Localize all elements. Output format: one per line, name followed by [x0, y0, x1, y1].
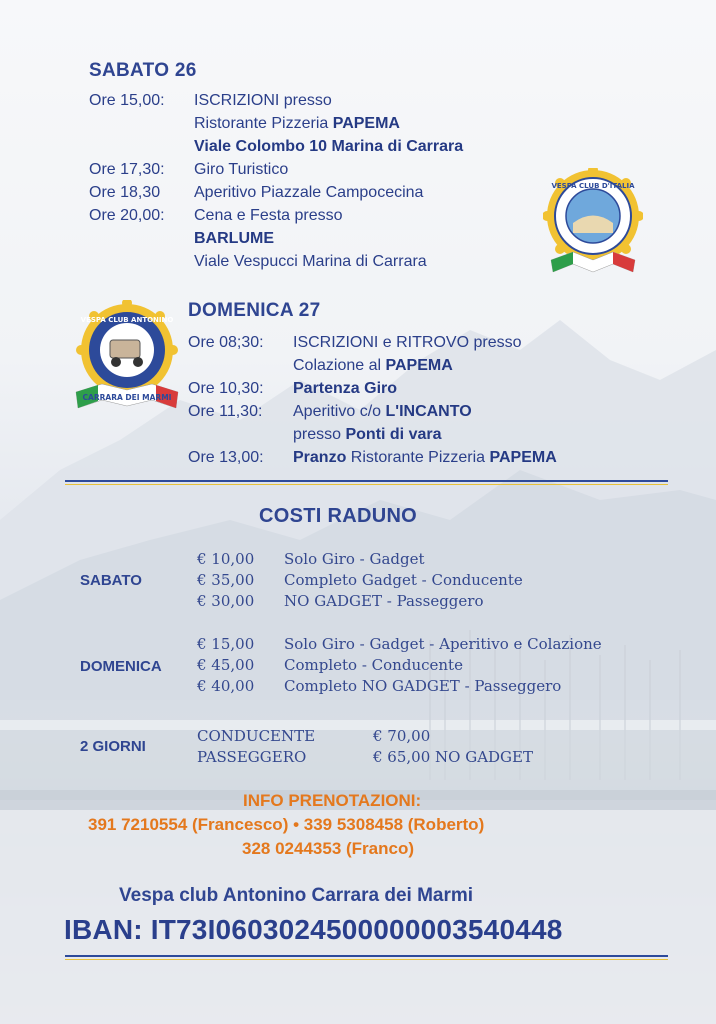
antonino-badge-text: VESPA CLUB ANTONINO: [80, 316, 174, 324]
costi-2giorni-price-1: € 70,00: [373, 727, 431, 745]
domenica-row-5: presso Ponti di vara: [293, 426, 442, 443]
costi-sabato-price-1: € 10,00: [197, 550, 255, 568]
domenica-row-1: Ore 08;30: ISCRIZIONI e RITROVO presso: [188, 334, 522, 351]
costi-domenica-desc-2: Completo - Conducente: [284, 656, 463, 674]
divider-bottom-gold: [65, 959, 668, 960]
iban: IBAN: IT73I0603024500000003540448: [64, 914, 563, 945]
costi-domenica-price-1: € 15,00: [197, 635, 255, 653]
sabato-row-6: Ore 20,00: Cena e Festa presso: [89, 207, 343, 224]
costi-sabato-desc-2: Completo Gadget - Conducente: [284, 571, 523, 589]
sabato-row-5: Ore 18,30 Aperitivo Piazzale Campocecina: [89, 184, 424, 201]
costi-domenica-price-2: € 45,00: [197, 656, 255, 674]
divider-bottom: [65, 955, 668, 957]
domenica-row-4: Ore 11,30: Aperitivo c/o L'INCANTO: [188, 403, 472, 420]
costi-domenica-price-3: € 40,00: [197, 677, 255, 695]
domenica-row-3: Ore 10,30: Partenza Giro: [188, 380, 398, 397]
costi-2giorni-role-1: CONDUCENTE: [197, 727, 316, 745]
costi-sabato-label: SABATO: [80, 572, 142, 589]
costi-title: COSTI RADUNO: [259, 505, 418, 527]
costi-2giorni-price-2: € 65,00 NO GADGET: [373, 748, 533, 766]
costi-sabato-price-2: € 35,00: [197, 571, 255, 589]
costi-sabato-price-3: € 30,00: [197, 592, 255, 610]
vespa-club-antonino-badge: [72, 300, 182, 420]
info-phones-2: 328 0244353 (Franco): [242, 839, 414, 858]
costi-2giorni-label: 2 GIORNI: [80, 738, 146, 755]
divider-top: [65, 480, 668, 482]
sabato-row-3: Viale Colombo 10 Marina di Carrara: [194, 138, 464, 155]
divider-top-gold: [65, 484, 668, 485]
sabato-row-2: Ristorante Pizzeria PAPEMA: [194, 115, 400, 132]
costi-domenica-label: DOMENICA: [80, 658, 162, 675]
sabato-row-8: Viale Vespucci Marina di Carrara: [194, 253, 427, 270]
costi-sabato-desc-3: NO GADGET - Passeggero: [284, 592, 484, 610]
domenica-title: DOMENICA 27: [188, 300, 321, 321]
sabato-row-7: BARLUME: [194, 230, 274, 247]
club-name: Vespa club Antonino Carrara dei Marmi: [119, 885, 474, 906]
costi-sabato-desc-1: Solo Giro - Gadget: [284, 550, 425, 568]
info-phones-1: 391 7210554 (Francesco) • 339 5308458 (Roberto): [88, 815, 485, 834]
antonino-ribbon-text: CARRARA DEI MARMI: [82, 393, 172, 402]
sabato-title: SABATO 26: [89, 60, 197, 81]
domenica-row-2: Colazione al PAPEMA: [293, 357, 453, 374]
vci-badge-text: VESPA CLUB D'ITALIA: [551, 182, 635, 190]
costi-domenica-desc-3: Completo NO GADGET - Passeggero: [284, 677, 562, 695]
costi-domenica-desc-1: Solo Giro - Gadget - Aperitivo e Colazione: [284, 635, 602, 653]
sabato-row-4: Ore 17,30: Giro Turistico: [89, 161, 289, 178]
domenica-row-6: Ore 13,00: Pranzo Ristorante Pizzeria PAPEMA: [188, 449, 557, 466]
sabato-row-1: Ore 15,00: ISCRIZIONI presso: [89, 92, 332, 109]
costi-2giorni-role-2: PASSEGGERO: [197, 748, 307, 766]
vespa-club-italia-badge: [543, 168, 643, 283]
info-title: INFO PRENOTAZIONI:: [243, 791, 422, 810]
